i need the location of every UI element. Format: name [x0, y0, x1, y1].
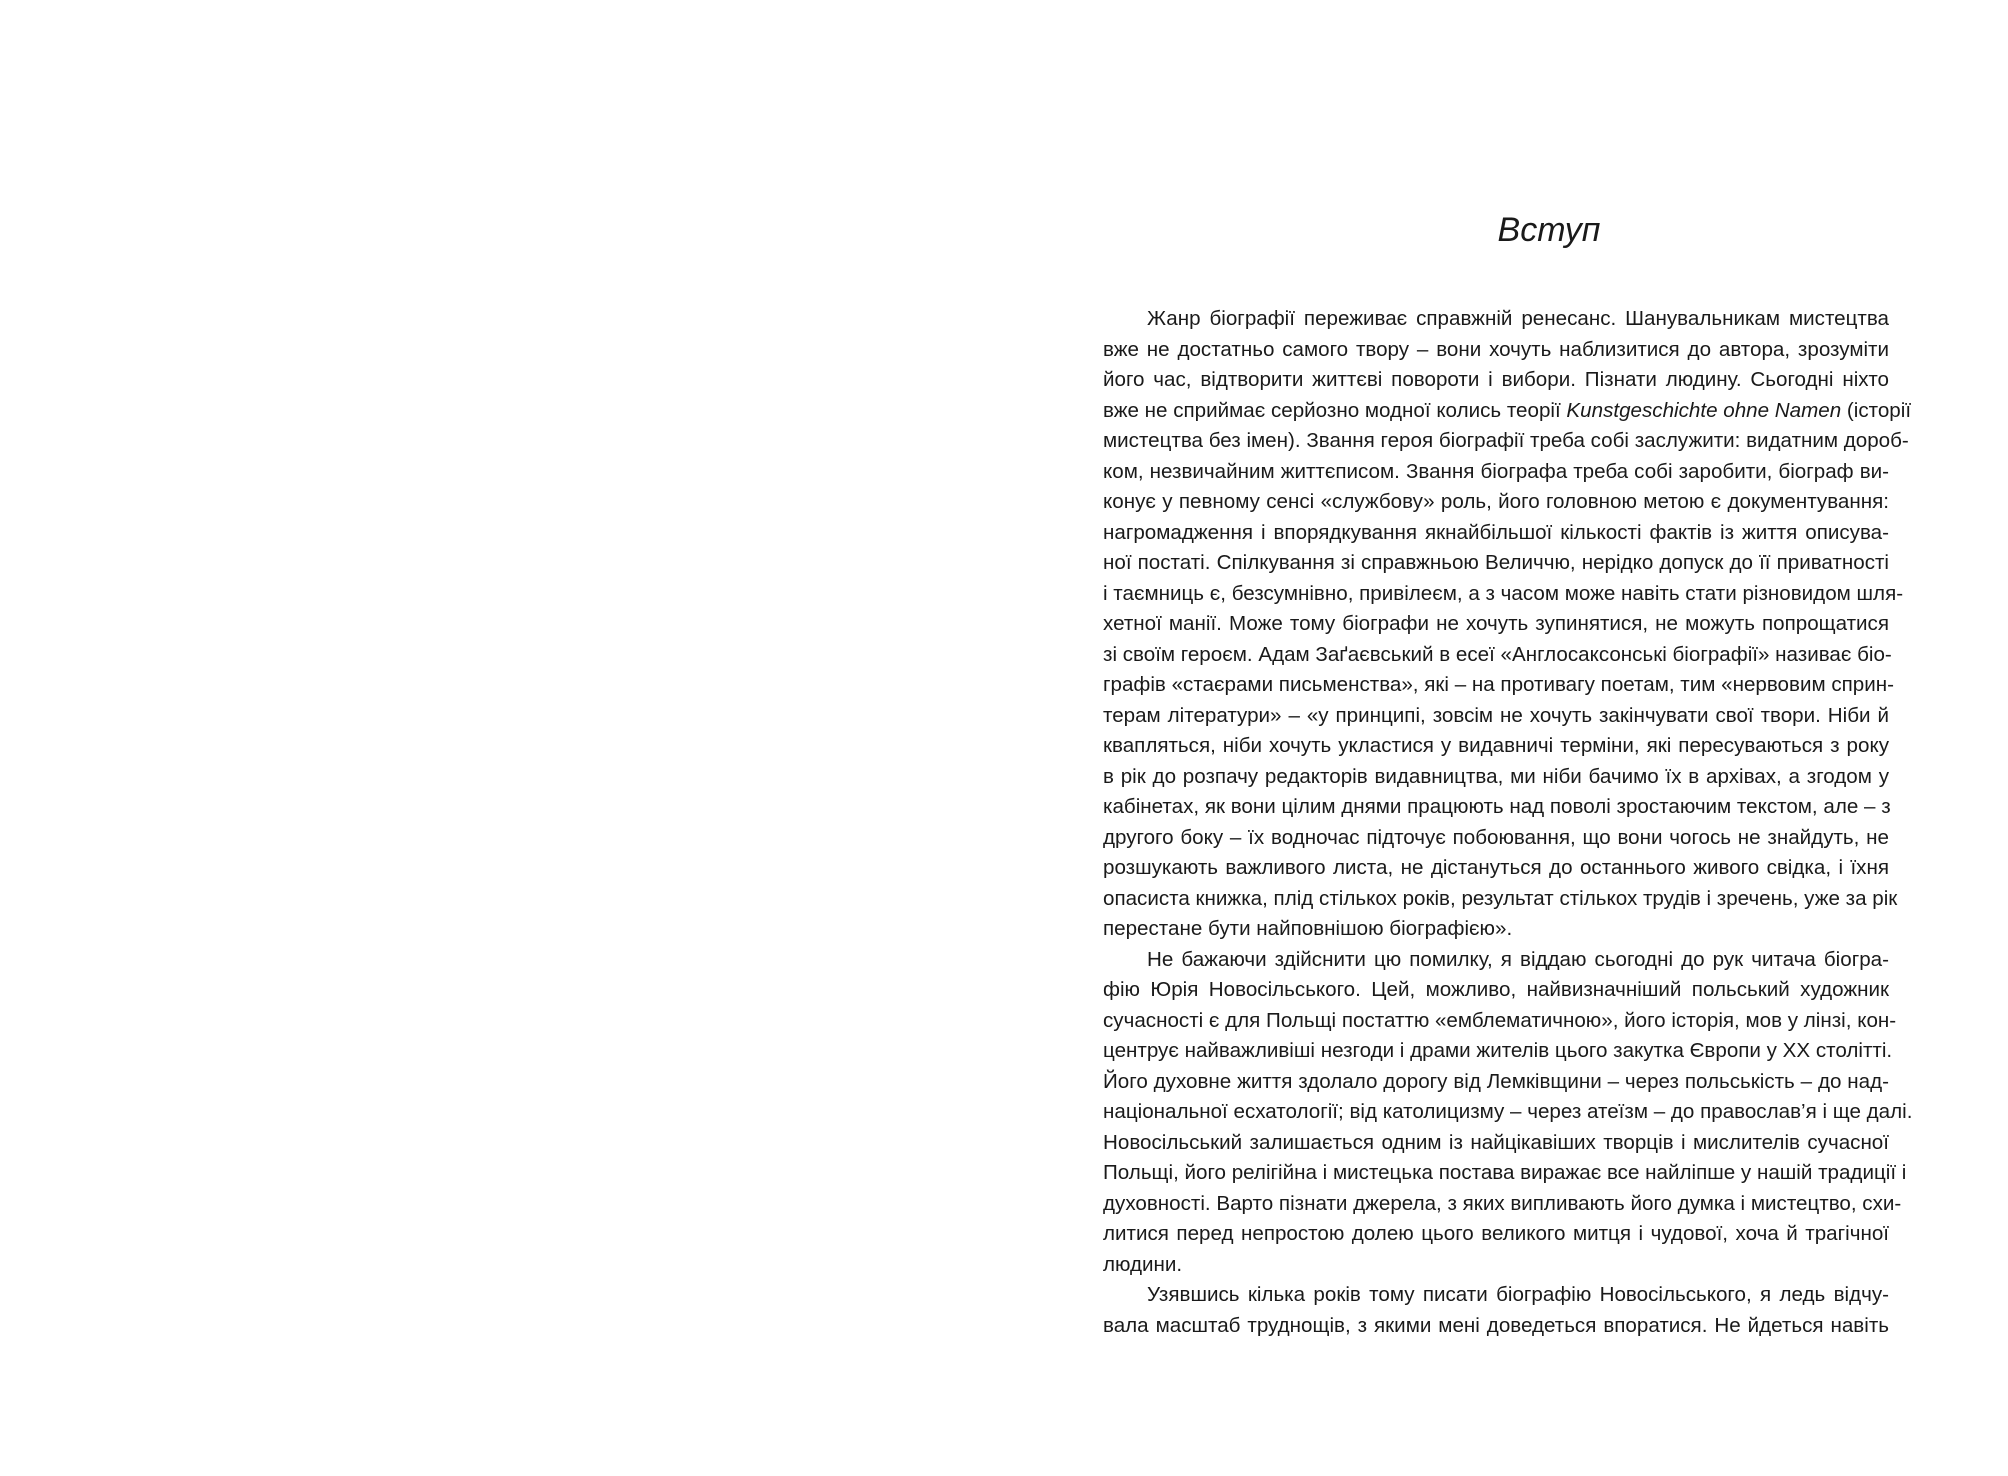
text-line: опасиста книжка, плід стількох років, результат стількох трудів і зречень, уже за рік: [1103, 886, 1898, 910]
text-line: кабінетах, як вони цілим днями працюють над поволі зростаючим текстом, але – з: [1103, 795, 1891, 818]
text-line: перестане бути найповнішою біографією».: [1103, 917, 1513, 940]
text-line: Жанр біографії переживає справжній ренесанс. Шанувальникам мистецтва: [1147, 307, 1889, 330]
text-line: ком, незвичайним життєписом. Звання біографа треба собі заробити, біограф ви-: [1103, 459, 1889, 483]
text-line: терам літератури» – «у принципі, зовсім не хочуть закінчувати свої твори. Ніби й: [1103, 703, 1889, 727]
text-line: нагромадження і впорядкування якнайбільшої кількості фактів із життя описува-: [1103, 520, 1889, 544]
text-line: конує у певному сенсі «службову» роль, його головною метою є документування:: [1103, 490, 1889, 513]
text-line: Не бажаючи здійснити цю помилку, я віддаю сьогодні до рук читача біогра-: [1147, 947, 1889, 971]
text-line: Польщі, його релігійна і мистецька постава виражає все найліпше у нашій традиції і: [1103, 1161, 1907, 1184]
text-line: духовності. Варто пізнати джерела, з яких випливають його думка і мистецтво, схи-: [1103, 1191, 1902, 1215]
text-line: вже не достатньо самого твору – вони хочуть наблизитися до автора, зрозуміти: [1103, 337, 1889, 361]
text-line: мистецтва без імен). Звання героя біографії треба собі заслужити: видатним дороб-: [1103, 429, 1909, 452]
chapter-title: Вступ: [1497, 211, 1601, 249]
text-line: зі своїм героєм. Адам Заґаєвський в есеї «Англосаксонські біографії» називає біо-: [1103, 642, 1892, 666]
paragraph: [1103, 304, 1912, 945]
text-line: Узявшись кілька років тому писати біографію Новосільського, я ледь відчу-: [1147, 1283, 1889, 1306]
text-line: другого боку – їх водночас підточує побоювання, що вони чогось не знайдуть, не: [1103, 825, 1889, 849]
text-line: Його духовне життя здолало дорогу від Лемківщини – через польськість – до над-: [1103, 1069, 1889, 1093]
text-line: графів «стаєрами письменства», які – на противагу поетам, тим «нервовим сприн-: [1103, 673, 1894, 696]
body-text: [1103, 304, 1913, 1341]
paragraph: [1103, 1280, 1889, 1341]
text-line: ної постаті. Спілкування зі справжньою Величчю, нерідко допуск до її приватності: [1103, 551, 1889, 574]
right-page: [1004, 0, 2008, 1476]
text-line: квапляться, ніби хочуть укластися у видавничі терміни, які пересуваються з року: [1103, 734, 1889, 757]
text-line: в рік до розпачу редакторів видавництва, ми ніби бачимо їх в архівах, а згодом у: [1103, 764, 1889, 788]
italic-term: Kunstgeschichte ohne Namen: [1566, 398, 1842, 422]
text-line: людини.: [1103, 1252, 1183, 1276]
text-line: вже не сприймає серйозно модної колись теорії Kunstgeschichte ohne Namen (історії: [1103, 398, 1912, 422]
text-line: фію Юрія Новосільського. Цей, можливо, найвизначніший польський художник: [1103, 978, 1889, 1001]
text-line: сучасності є для Польщі постаттю «емблематичною», його історія, мов у лінзі, кон-: [1103, 1008, 1897, 1032]
text-line: центрує найважливіші незгоди і драми жителів цього закутка Європи у XX столітті.: [1103, 1039, 1893, 1062]
text-line: його час, відтворити життєві повороти і вибори. Пізнати людину. Сьогодні ніхто: [1103, 368, 1889, 391]
text-line: хетної манії. Може тому біографи не хочуть зупинятися, не можуть попрощатися: [1103, 612, 1889, 635]
text-line: і таємниць є, безсумнівно, привілеєм, а з часом може навіть стати різновидом шля-: [1103, 581, 1904, 605]
text-line: литися перед непростою долею цього великого митця і чудової, хоча й трагічної: [1103, 1222, 1889, 1245]
paragraph: [1103, 945, 1913, 1281]
text-line: вала масштаб труднощів, з якими мені доведеться впоратися. Не йдеться навіть: [1103, 1313, 1889, 1337]
text-line: національної есхатології; від католицизму – через атеїзм – до православ’я і ще далі.: [1103, 1100, 1913, 1123]
text-line: Новосільський залишається одним із найцікавіших творців і мислителів сучасної: [1103, 1130, 1889, 1154]
text-line: розшукають важливого листа, не дістануться до останнього живого свідка, і їхня: [1103, 856, 1889, 879]
